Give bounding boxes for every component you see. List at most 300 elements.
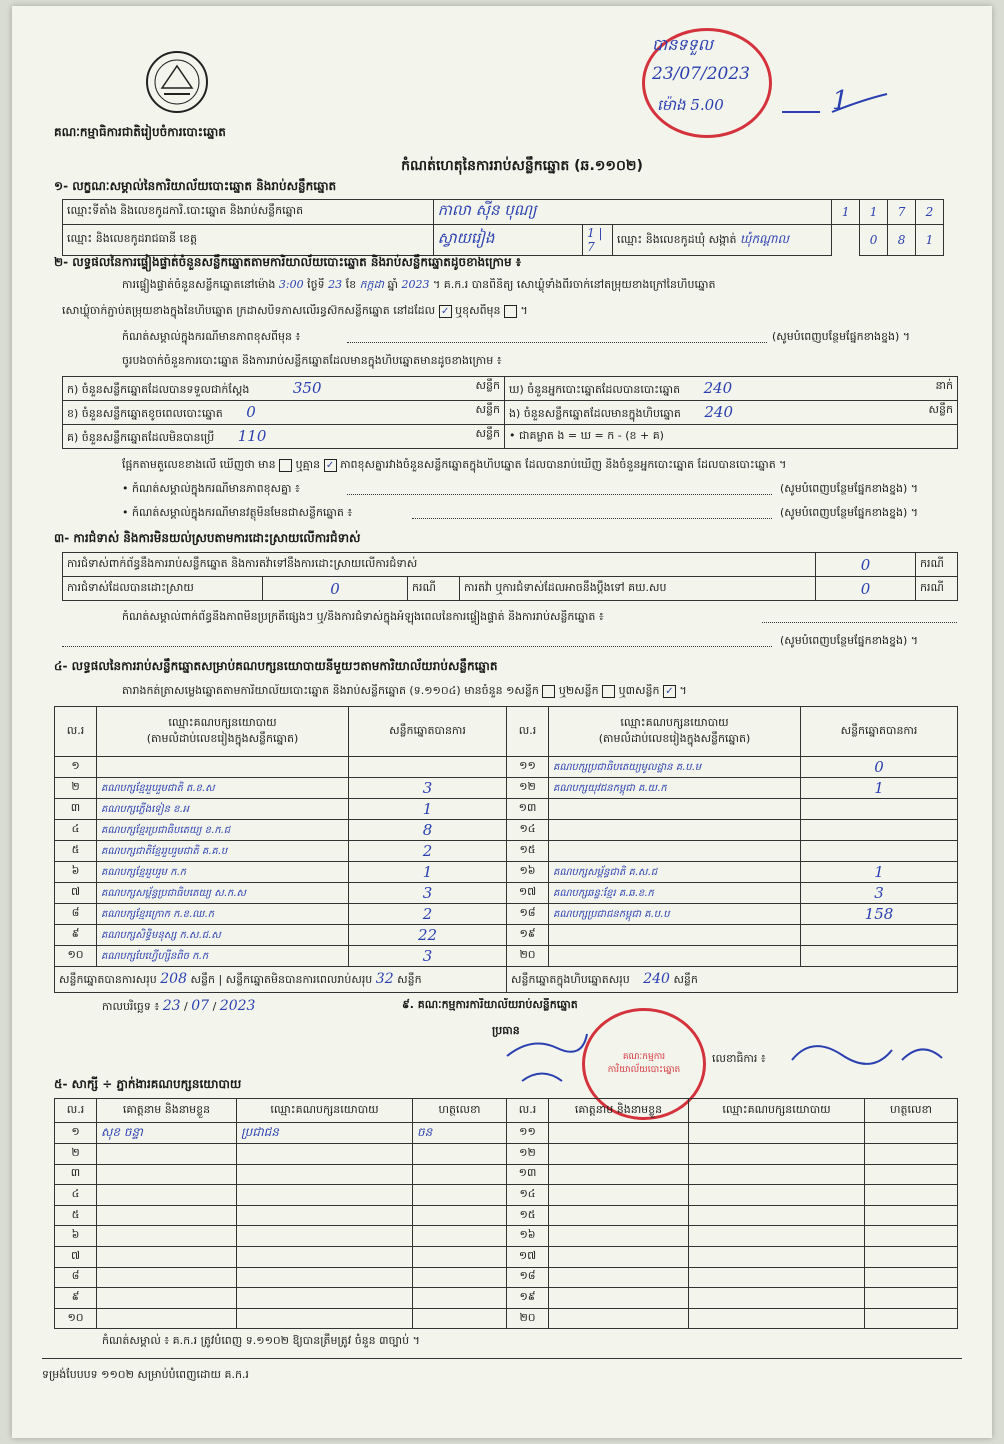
objection-row-1-label: ការជំទាស់ពាក់ព័ន្ធនឹងការរាប់សន្លឹកឆ្នោត និងការតវ៉ាទៅនឹងការដោះស្រាយលើការជំទាស់	[67, 556, 418, 570]
witness-signature	[413, 1288, 507, 1309]
results-col-party-left-sub: (តាមលំដាប់លេខរៀងក្នុងសន្លឹកឆ្នោត)	[146, 731, 299, 745]
commune-code-1: 0	[860, 225, 888, 256]
witness-signature	[413, 1308, 507, 1329]
witness-party	[237, 1288, 413, 1309]
witness-col-no-left: ល.រ	[55, 1099, 97, 1123]
witness-name	[549, 1144, 689, 1165]
count-c-label: គ) ចំនួនសន្លឹកឆ្នោតដែលមិនបានប្រើ	[67, 430, 215, 444]
witness-name	[549, 1226, 689, 1247]
location-label: ឈ្មោះទីតាំង និងលេខកូដការិ.បោះឆ្នោត និងរាប់សន្លឹកឆ្នោត	[63, 200, 434, 225]
witness-signature	[865, 1205, 958, 1226]
witness-no: ១៦	[507, 1226, 549, 1247]
change-note-label	[122, 330, 762, 346]
tally-sheet-text-a: តារាងកត់ត្រាសម្លេងឆ្នោតតាមការិយាល័យបោះឆ្នោត និងរាប់សន្លឹកឆ្នោត (ទ.១១០៤) មានចំនួន ១សន្លឹក	[122, 684, 539, 697]
witness-no: ២០	[507, 1308, 549, 1329]
witness-party	[237, 1164, 413, 1185]
witness-no: ៣	[55, 1164, 97, 1185]
witness-no: ១៧	[507, 1246, 549, 1267]
total-valid-cell: សន្លឹកឆ្នោតបានការសរុប 208 សន្លឹក | សន្លឹកឆ្នោតមិនបានការពេលរាប់សរុប 32 សន្លឹក	[55, 967, 507, 993]
received-mark: 1	[832, 86, 849, 116]
tally-sheet-line: តារាងកត់ត្រាសម្លេងឆ្នោតតាមការិយាល័យបោះឆ្នោត និងរាប់សន្លឹកឆ្នោត (ទ.១១០៤) មានចំនួន ១សន្លឹក ឬ២សន្លឹក ឬ៣សន្លឹក ✓ ។	[122, 684, 687, 697]
result-votes: 0	[801, 757, 958, 778]
result-votes: 3	[801, 883, 958, 904]
count-b-unit: សន្លឹក	[475, 402, 500, 416]
result-party: គណបក្សប្រជាធិបតេយ្យមូលដ្ឋាន គ.ប.ម	[549, 757, 801, 778]
counts-row-c	[63, 425, 958, 449]
appeal-value: 0	[816, 577, 916, 601]
result-votes	[801, 841, 958, 862]
witness-row	[55, 1267, 958, 1288]
bullet-difference-line	[347, 494, 772, 495]
changed-label: ឬខុសពីមុន	[455, 304, 501, 317]
result-party	[549, 799, 801, 820]
witness-signature	[865, 1288, 958, 1309]
witness-name	[97, 1308, 237, 1329]
count-b-label: ខ) ចំនួនសន្លឹកឆ្នោតខូចពេលបោះឆ្នោត	[67, 406, 223, 420]
witness-name	[97, 1288, 237, 1309]
location-code-2: 1	[860, 200, 888, 225]
form-title: កំណត់ហេតុនៃការរាប់សន្លឹកឆ្នោត (ឆ.១១០២)	[401, 158, 643, 174]
result-votes	[801, 799, 958, 820]
total-valid-label: សន្លឹកឆ្នោតបានការសរុប	[59, 972, 157, 986]
result-party: គណបក្សឆន្ទៈខ្មែរ គ.ឆ.ខ.ក	[549, 883, 801, 904]
witness-no: ១៣	[507, 1164, 549, 1185]
section4-title: ៤- លទ្ធផលនៃការរាប់សន្លឹកឆ្នោតសម្រាប់គណបក្សនយោបាយនីមួយៗតាមការិយាល័យរាប់សន្លឹកឆ្នោត	[54, 659, 498, 673]
witness-party	[689, 1226, 865, 1247]
result-no: ២	[55, 778, 97, 799]
witness-signature	[413, 1185, 507, 1206]
witness-signature	[413, 1205, 507, 1226]
total-invalid-label: សន្លឹកឆ្នោតមិនបានការពេលរាប់សរុប	[225, 972, 373, 986]
appeal-label: ការតវ៉ា ឬការជំទាស់ដែលអាចនឹងប្តឹងទៅ គឃ.សប	[460, 577, 816, 601]
bullet-difference: • កំណត់សម្គាល់ក្នុងករណីមានភាពខុសគ្នា ៖	[122, 482, 300, 495]
objection-table	[62, 552, 958, 601]
results-row	[55, 841, 958, 862]
date-line: កាលបរិច្ឆេទ ៖ 23 / 07 / 2023	[102, 998, 256, 1014]
result-votes: 22	[349, 925, 507, 946]
witness-name	[97, 1246, 237, 1267]
location-code-4: 2	[916, 200, 944, 225]
resolved-unit: ករណី	[408, 577, 460, 601]
difference-text-b: ឬគ្មាន	[295, 458, 321, 471]
verification-day: 23	[328, 278, 343, 291]
results-col-party-right	[549, 707, 801, 757]
count-e-label: ង) ចំនួនសន្លឹកឆ្នោតដែលមានក្នុងហិបឆ្នោត	[509, 406, 681, 420]
org-name: គណៈកម្មាធិការជាតិរៀបចំការបោះឆ្នោត	[54, 125, 226, 139]
witness-no: ១	[55, 1123, 97, 1144]
bullet-object-line	[412, 518, 772, 519]
witness-signature	[865, 1144, 958, 1165]
result-no: ១១	[507, 757, 549, 778]
commune-cell	[612, 225, 831, 256]
witness-no: ១៤	[507, 1185, 549, 1206]
result-no: ៦	[55, 862, 97, 883]
counts-row-b	[63, 401, 958, 425]
total-box-label: សន្លឹកឆ្នោតក្នុងហិបឆ្នោតសរុប	[511, 972, 630, 986]
result-party	[97, 757, 349, 778]
commune-code-2: 8	[888, 225, 916, 256]
result-no: ១០	[55, 946, 97, 967]
witness-row	[55, 1205, 958, 1226]
witness-col-name-right: គោត្តនាម និងនាមខ្លួន	[549, 1099, 689, 1123]
witness-name	[549, 1267, 689, 1288]
count-e-cell	[505, 401, 958, 425]
counts-row-a	[63, 377, 958, 401]
count-c-cell	[63, 425, 505, 449]
results-col-party-left-title: ឈ្មោះគណបក្សនយោបាយ	[168, 715, 277, 729]
resolved-value: 0	[263, 577, 408, 601]
witness-party	[689, 1267, 865, 1288]
witness-party	[237, 1144, 413, 1165]
total-box-value: 240	[643, 970, 670, 987]
witness-signature	[413, 1267, 507, 1288]
three-sheet-checkbox[interactable]: ✓	[663, 685, 676, 698]
received-note: បានទទួល	[652, 35, 713, 54]
count-b-cell	[63, 401, 505, 425]
witness-signature	[865, 1185, 958, 1206]
count-e-value: 240	[704, 402, 734, 421]
result-no: ៣	[55, 799, 97, 820]
result-votes: 2	[349, 841, 507, 862]
date-label: កាលបរិច្ឆេទ ៖	[102, 1000, 160, 1013]
count-a-value: 350	[292, 378, 322, 397]
results-row	[55, 862, 958, 883]
location-value: កាលា ស៊ីន បុណ្យ	[433, 200, 832, 225]
total-box-cell	[507, 967, 958, 993]
witness-row	[55, 1164, 958, 1185]
results-table	[54, 706, 958, 993]
result-no: ១៧	[507, 883, 549, 904]
footer-divider	[42, 1358, 962, 1359]
verification-text-b: ថ្ងៃទី	[307, 278, 325, 291]
bullet-difference-fill: (សូមបំពេញបន្ថែមផ្នែកខាងខ្នង) ។	[780, 482, 919, 495]
witness-signature	[865, 1308, 958, 1329]
witness-no: ១១	[507, 1123, 549, 1144]
received-date: 23/07/2023	[652, 64, 750, 84]
result-votes	[801, 946, 958, 967]
commune-label: ឈ្មោះ និងលេខកូដឃុំ សង្កាត់	[616, 233, 737, 246]
form-footer: ទម្រង់បែបបទ ១១០២ សម្រាប់បំពេញដោយ គ.ក.រ	[42, 1368, 249, 1381]
difference-text-c: ភាពខុសគ្នារវាងចំនួនសន្លឹកឆ្នោតក្នុងហិបឆ្នោត ដែលបានរាប់ឃើញ និងចំនួនអ្នកបោះឆ្នោត ដែលបានបោះឆ្នោត ។	[340, 458, 787, 471]
witness-no: ១៨	[507, 1267, 549, 1288]
location-table	[62, 199, 944, 256]
result-no: ៤	[55, 820, 97, 841]
result-party: គណបក្សខ្មែរក្រោក ក.ខ.ឈ.ក	[97, 904, 349, 925]
witness-name	[549, 1164, 689, 1185]
witness-no: ១៥	[507, 1205, 549, 1226]
witness-party	[689, 1144, 865, 1165]
handwritten-dash-icon	[782, 90, 892, 120]
witness-signature	[865, 1164, 958, 1185]
changed-checkbox[interactable]	[504, 305, 517, 318]
witness-no: ៦	[55, 1226, 97, 1247]
result-party: គណបក្សសិទ្ធិមនុស្ស ក.ស.ជ.ស	[97, 925, 349, 946]
result-no: ៨	[55, 904, 97, 925]
has-difference-checkbox[interactable]	[279, 459, 292, 472]
total-invalid-value: 32	[375, 970, 394, 987]
witness-no: ១៩	[507, 1288, 549, 1309]
fill-instruction-note: កំណត់សម្គាល់ ៖ គ.ក.រ ត្រូវបំពេញ ទ.១១០២ ឱ្យបានត្រឹមត្រូវ ចំនួន ៣ច្បាប់ ។	[102, 1334, 420, 1347]
irregularity-line-1	[762, 622, 957, 623]
results-row	[55, 799, 958, 820]
results-col-no-left: ល.រ	[55, 707, 97, 757]
province-label-text: ឈ្មោះ និងលេខកូដរាជធានី ខេត្ត	[67, 232, 197, 245]
section1-title: ១- លក្ខណៈសម្គាល់នៃការិយាល័យបោះឆ្នោត និងរាប់សន្លឹកឆ្នោត	[54, 179, 337, 193]
result-no: ១៥	[507, 841, 549, 862]
result-no: ២០	[507, 946, 549, 967]
witness-name	[549, 1205, 689, 1226]
verification-line-1	[122, 278, 952, 294]
result-votes: 158	[801, 904, 958, 925]
count-a-unit: សន្លឹក	[475, 378, 500, 392]
verification-year: 2023	[401, 278, 430, 291]
witness-col-name-left: គោត្តនាម និងនាមខ្លួន	[97, 1099, 237, 1123]
result-no: ១២	[507, 778, 549, 799]
results-col-party-right-title: ឈ្មោះគណបក្សនយោបាយ	[620, 715, 729, 729]
date-month: 07	[191, 998, 210, 1014]
witness-party	[689, 1205, 865, 1226]
witness-name	[97, 1185, 237, 1206]
count-d-cell	[505, 377, 958, 401]
no-difference-checkbox[interactable]: ✓	[324, 459, 337, 472]
witness-party	[689, 1123, 865, 1144]
objection-row-1	[63, 553, 816, 577]
form-page	[12, 6, 992, 1438]
count-b-value: 0	[246, 402, 256, 421]
verification-line-2-text: សោឃ្លុំចាក់ភ្ជាប់តម្រុយខាងក្នុងនៃហិបឆ្នោត ក្រដាសបិទភាសលើរន្ធស៊កសន្លឹកឆ្នោត នៅដដែល	[62, 304, 436, 317]
witness-name	[549, 1288, 689, 1309]
witness-row	[55, 1144, 958, 1165]
result-party: គណបក្សជាតិខ្មែររួបរួមជាតិ គ.គ.ប	[97, 841, 349, 862]
received-time: ម៉ោង 5.00	[657, 96, 724, 114]
one-sheet-checkbox[interactable]	[542, 685, 555, 698]
witness-no: ៨	[55, 1267, 97, 1288]
result-party: គណបក្សយុវជនកម្ពុជា គ.យ.ក	[549, 778, 801, 799]
result-votes	[349, 757, 507, 778]
count-c-value: 110	[237, 426, 267, 445]
witness-col-sign-right: ហត្ថលេខា	[865, 1099, 958, 1123]
witness-party	[237, 1267, 413, 1288]
change-note-line	[347, 342, 767, 343]
two-sheet-checkbox[interactable]	[602, 685, 615, 698]
appeal-unit: ករណី	[916, 577, 958, 601]
result-no: ៥	[55, 841, 97, 862]
commune-value: ឃុំកណ្តាល	[740, 232, 789, 246]
result-party	[549, 841, 801, 862]
witness-name	[549, 1185, 689, 1206]
witness-signature	[413, 1246, 507, 1267]
witness-signature	[865, 1123, 958, 1144]
result-votes: 3	[349, 778, 507, 799]
irregularity-fill: (សូមបំពេញបន្ថែមផ្នែកខាងខ្នង) ។	[780, 634, 919, 647]
result-votes: 1	[801, 862, 958, 883]
result-party: គណបក្សខ្មែររួបរួមជាតិ ត.ខ.ស	[97, 778, 349, 799]
count-formula: • ជាគម្លាត ង = ឃ = ក - (ខ + គ)	[509, 428, 664, 442]
result-no: ៧	[55, 883, 97, 904]
witness-party	[237, 1246, 413, 1267]
unchanged-checkbox[interactable]: ✓	[439, 305, 452, 318]
witness-no: ៧	[55, 1246, 97, 1267]
result-party: គណបក្សខ្មែរប្រជាធិបតេយ្យ ខ.ក.ជ	[97, 820, 349, 841]
result-party: គណបក្សខ្មែររួបរួម ក.ក	[97, 862, 349, 883]
witness-signature	[413, 1144, 507, 1165]
count-d-value: 240	[703, 378, 733, 397]
results-row	[55, 820, 958, 841]
witness-no: ២	[55, 1144, 97, 1165]
change-note-label-text: កំណត់សម្គាល់ក្នុងករណីមានភាពខុសពីមុន ៖	[122, 330, 301, 343]
result-party: គណបក្សភ្លើងទៀន ខ.អ	[97, 799, 349, 820]
result-votes	[801, 925, 958, 946]
witness-no: ៤	[55, 1185, 97, 1206]
verification-text-e: ។ គ.ក.រ បានពិនិត្យ សោឃ្លុំទាំងពីរចាក់នៅតម្រុយខាងក្រៅនៃហិបឆ្នោត	[433, 278, 716, 291]
section5-title: ៥- សាក្សី ÷ ភ្នាក់ងារគណបក្សនយោបាយ	[54, 1077, 242, 1091]
date-day: 23	[162, 998, 181, 1014]
results-col-no-right: ល.រ	[507, 707, 549, 757]
tally-sheet-text-b: ឬ២សន្លឹក	[558, 684, 599, 697]
objection-row-1-unit: ករណី	[916, 553, 958, 577]
witness-name	[549, 1123, 689, 1144]
witness-col-party-right: ឈ្មោះគណបក្សនយោបាយ	[689, 1099, 865, 1123]
total-invalid-unit: សន្លឹក	[397, 972, 422, 986]
section2-title: ២- លទ្ធផលនៃការផ្ទៀងផ្ទាត់ចំនួនសន្លឹកឆ្នោតតាមការិយាល័យបោះឆ្នោត និងរាប់សន្លឹកឆ្នោតដូចខាងក្រោម ៖	[54, 255, 522, 269]
witness-name	[97, 1226, 237, 1247]
total-valid-unit: សន្លឹក	[190, 972, 215, 986]
witness-signature: ចន	[413, 1123, 507, 1144]
verification-text-c: ខែ	[345, 278, 357, 291]
witness-party	[689, 1246, 865, 1267]
chair-signature-icon	[502, 1026, 592, 1096]
witness-no: ១២	[507, 1144, 549, 1165]
province-value: ស្វាយរៀង	[433, 225, 582, 256]
result-no: ១៤	[507, 820, 549, 841]
total-box-unit: សន្លឹក	[673, 972, 698, 986]
bullet-object-fill: (សូមបំពេញបន្ថែមផ្នែកខាងខ្នង) ។	[780, 506, 919, 519]
result-no: ១៣	[507, 799, 549, 820]
result-votes: 1	[349, 862, 507, 883]
witness-row	[55, 1288, 958, 1309]
count-e-unit: សន្លឹក	[928, 402, 953, 416]
result-votes: 1	[349, 799, 507, 820]
count-d-label: ឃ) ចំនួនអ្នកបោះឆ្នោតដែលបានបោះឆ្នោត	[509, 382, 681, 396]
results-row	[55, 946, 958, 967]
witness-col-party-left: ឈ្មោះគណបក្សនយោបាយ	[237, 1099, 413, 1123]
change-note-fill: (សូមបំពេញបន្ថែមផ្នែកខាងខ្នង) ។	[772, 330, 911, 343]
result-no: ១	[55, 757, 97, 778]
emblem-logo-icon	[142, 48, 212, 116]
difference-text-a: ផ្អែកតាមតួលេខខាងលើ ឃើញថា មាន	[122, 458, 276, 471]
verification-text-d: ឆ្នាំ	[387, 278, 398, 291]
witness-party	[689, 1288, 865, 1309]
verification-line-2: សោឃ្លុំចាក់ភ្ជាប់តម្រុយខាងក្នុងនៃហិបឆ្នោត ក្រដាសបិទភាសលើរន្ធស៊កសន្លឹកឆ្នោត នៅដដែល ✓ ឬខុសពីមុន ។	[62, 304, 528, 317]
difference-line	[122, 458, 962, 474]
secretary-signature-icon	[782, 1030, 952, 1080]
verification-text-a: ការផ្ទៀងផ្ទាត់ចំនួនសន្លឹកឆ្នោតនៅម៉ោង	[122, 278, 276, 291]
result-party: គណបក្សសម្ព័ន្ធជាតិ គ.ស.ជ	[549, 862, 801, 883]
results-col-votes-left: សន្លឹកឆ្នោតបានការ	[349, 707, 507, 757]
result-no: ៩	[55, 925, 97, 946]
secretary-label: លេខាធិការ ៖	[712, 1052, 766, 1065]
witness-signature	[413, 1164, 507, 1185]
result-no: ១៨	[507, 904, 549, 925]
result-no: ១៩	[507, 925, 549, 946]
witness-signature	[865, 1246, 958, 1267]
witness-party	[237, 1308, 413, 1329]
total-valid-value: 208	[160, 970, 187, 987]
irregularity-note: កំណត់សម្គាល់ពាក់ព័ន្ធនឹងភាពមិនប្រក្រតីផ្សេងៗ ឬ/និងការជំទាស់ក្នុងអំឡុងពេលនៃការផ្ទៀងផ្ទាត់ និងការរាប់សន្លឹកឆ្នោត ៖	[122, 610, 604, 623]
witness-party: ប្រជាជន	[237, 1123, 413, 1144]
result-votes: 2	[349, 904, 507, 925]
witness-signature	[413, 1226, 507, 1247]
result-party: គណបក្សសម្ព័ន្ធប្រជាធិបតេយ្យ ស.ក.ស	[97, 883, 349, 904]
province-code-1: 1	[587, 226, 595, 240]
witness-name	[97, 1205, 237, 1226]
province-code-2: 7	[587, 240, 595, 254]
result-votes: 3	[349, 946, 507, 967]
witness-party	[237, 1185, 413, 1206]
result-party	[549, 820, 801, 841]
witness-table	[54, 1098, 958, 1329]
location-code-1: 1	[832, 200, 860, 225]
section3-title: ៣- ការជំទាស់ និងការមិនយល់ស្របតាមការដោះស្រាយលើការជំទាស់	[54, 531, 361, 545]
count-formula-cell	[505, 425, 958, 449]
committee-stamp: គណៈកម្មការការិយាល័យបោះឆ្នោត	[582, 1008, 706, 1120]
commune-code-3: 1	[916, 225, 944, 256]
date-year: 2023	[219, 998, 256, 1014]
results-col-party-left	[97, 707, 349, 757]
witness-row	[55, 1185, 958, 1206]
verification-month: កក្កដា	[359, 278, 385, 291]
result-party	[549, 946, 801, 967]
results-col-party-right-sub: (តាមលំដាប់លេខរៀងក្នុងសន្លឹកឆ្នោត)	[598, 731, 751, 745]
commune-code-spacer	[832, 225, 860, 256]
irregularity-line-2	[62, 646, 772, 647]
witness-name	[549, 1308, 689, 1329]
results-row	[55, 883, 958, 904]
witness-no: ១០	[55, 1308, 97, 1329]
witness-party	[237, 1205, 413, 1226]
witness-name	[97, 1144, 237, 1165]
result-votes: 1	[801, 778, 958, 799]
result-votes: 8	[349, 820, 507, 841]
resolved-label: ការជំទាស់ដែលបានដោះស្រាយ	[63, 577, 263, 601]
witness-row	[55, 1308, 958, 1329]
witness-col-no-right: ល.រ	[507, 1099, 549, 1123]
counts-intro: ចូរបងចាក់ចំនួនការបោះឆ្នោត និងការរាប់សន្លឹកឆ្នោតដែលមានក្នុងហិបឆ្នោតមានដូចខាងក្រោម ៖	[122, 354, 502, 367]
witness-signature	[865, 1226, 958, 1247]
bullet-object: • កំណត់សម្គាល់ក្នុងករណីមានវត្ថុមិនមែនជាសន្លឹកឆ្នោត ៖	[122, 506, 353, 519]
witness-name	[97, 1267, 237, 1288]
witness-row	[55, 1246, 958, 1267]
witness-party	[237, 1226, 413, 1247]
witness-name: សុខ ចន្ទា	[97, 1123, 237, 1144]
result-votes: 3	[349, 883, 507, 904]
objection-row-1-value: 0	[816, 553, 916, 577]
count-d-unit: នាក់	[935, 378, 953, 392]
results-col-votes-right: សន្លឹកឆ្នោតបានការ	[801, 707, 958, 757]
results-row	[55, 904, 958, 925]
counts-table	[62, 376, 958, 449]
count-a-cell	[63, 377, 505, 401]
witness-name	[549, 1246, 689, 1267]
results-row	[55, 778, 958, 799]
witness-party	[689, 1308, 865, 1329]
results-row	[55, 925, 958, 946]
witness-row	[55, 1123, 958, 1144]
result-votes	[801, 820, 958, 841]
result-party: គណបក្សបែហ្វើហ្សីនពិច ក.ក	[97, 946, 349, 967]
witness-signature	[865, 1267, 958, 1288]
count-a-label: ក) ចំនួនសន្លឹកឆ្នោតដែលបានទទួលជាក់ស្តែង	[67, 382, 250, 396]
